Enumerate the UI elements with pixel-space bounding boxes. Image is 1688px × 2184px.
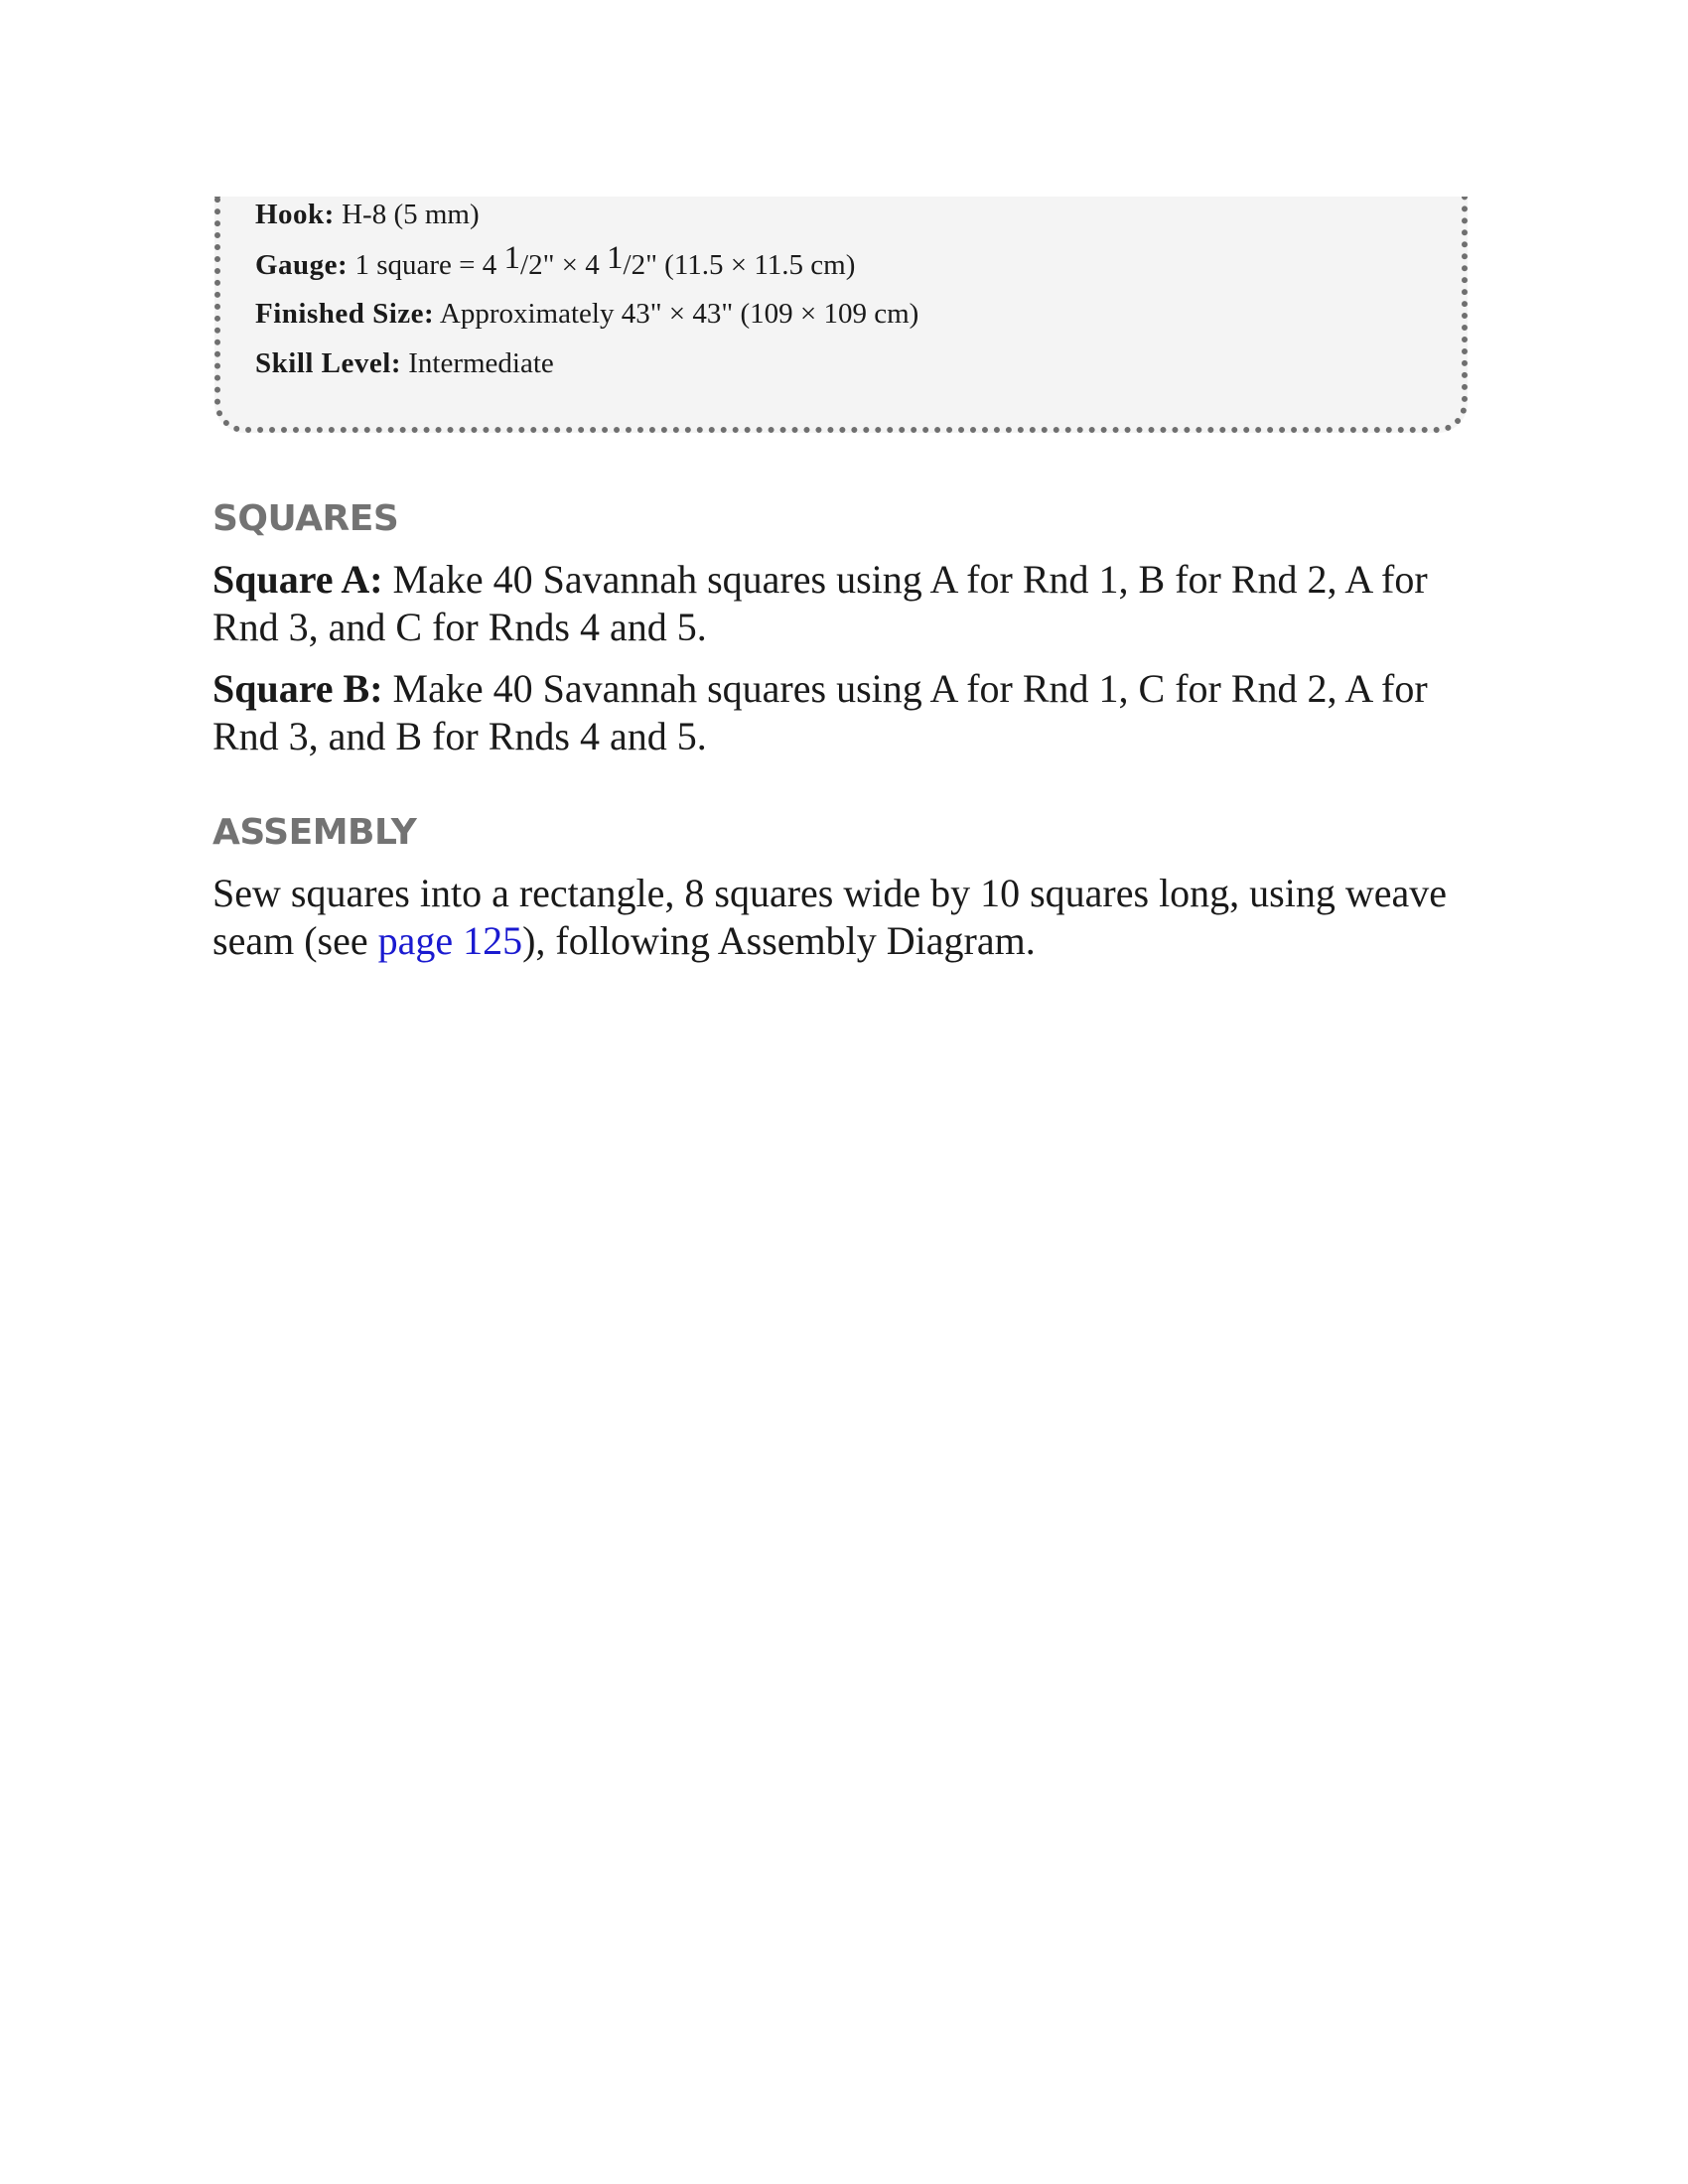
finished-size-label: Finished Size: xyxy=(255,298,435,330)
gauge-value-part-2: /2" × 4 xyxy=(520,249,608,281)
square-b-text: Make 40 Savannah squares using A for Rnd 1, C for Rnd 2, A for Rnd 3, and B for Rnds 4 and 5. xyxy=(212,666,1428,758)
skill-level-value: Intermediate xyxy=(408,347,554,379)
gauge-fraction-2: 1 xyxy=(607,240,624,276)
assembly-text-after: ), following Assembly Diagram. xyxy=(522,918,1036,963)
hook-value: H-8 (5 mm) xyxy=(342,199,480,230)
page-125-link[interactable]: page 125 xyxy=(377,918,523,963)
assembly-text-before: Sew squares into a rectangle, 8 squares wide by 10 squares long, using weave seam (see xyxy=(212,871,1448,963)
square-b-label: Square B: xyxy=(212,666,383,711)
assembly-paragraph xyxy=(212,870,1483,965)
gauge-fraction-1: 1 xyxy=(503,240,521,276)
hook-label: Hook: xyxy=(255,199,335,230)
gauge-value-part-3: /2" (11.5 × 11.5 cm) xyxy=(623,249,856,281)
gauge-value-part-1: 1 square = 4 xyxy=(354,249,504,281)
gauge-line xyxy=(255,240,856,283)
square-b-paragraph xyxy=(212,665,1483,760)
skill-level-line xyxy=(255,345,554,381)
square-a-label: Square A: xyxy=(212,557,383,602)
skill-level-label: Skill Level: xyxy=(255,347,401,379)
assembly-heading: ASSEMBLY xyxy=(212,812,417,853)
finished-size-line xyxy=(255,296,918,332)
square-a-paragraph xyxy=(212,556,1483,651)
square-a-text: Make 40 Savannah squares using A for Rnd 1, B for Rnd 2, A for Rnd 3, and C for Rnds 4 and 5. xyxy=(212,557,1428,649)
hook-line xyxy=(255,197,480,232)
gauge-label: Gauge: xyxy=(255,249,349,281)
materials-info-box xyxy=(214,197,1468,433)
squares-heading: SQUARES xyxy=(212,498,399,539)
finished-size-value: Approximately 43" × 43" (109 × 109 cm) xyxy=(439,298,919,330)
